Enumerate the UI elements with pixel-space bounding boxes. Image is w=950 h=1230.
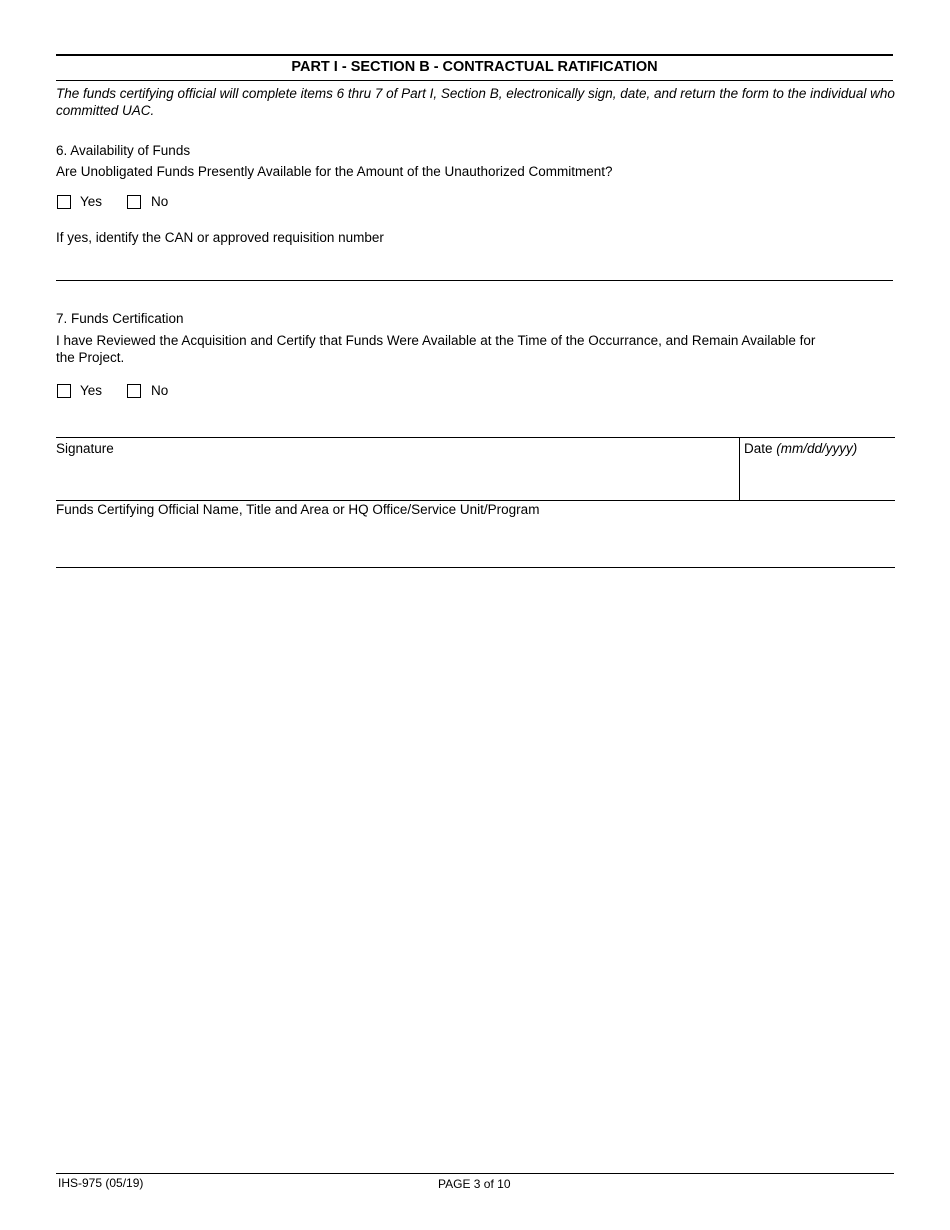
- official-bottom-rule: [56, 567, 895, 568]
- item6-yes-label: Yes: [80, 194, 103, 209]
- official-input[interactable]: [56, 523, 897, 565]
- date-label-main: Date: [744, 441, 777, 456]
- item6-no-label: No: [151, 194, 169, 209]
- item7-yes-checkbox[interactable]: [57, 384, 71, 398]
- item7-heading: 7. Funds Certification: [56, 311, 184, 326]
- item7-yes-label: Yes: [80, 383, 103, 398]
- section-top-rule: [56, 54, 893, 56]
- date-input[interactable]: [744, 462, 896, 498]
- date-label: [744, 440, 857, 457]
- item7-no-label: No: [151, 383, 169, 398]
- item6-heading: 6. Availability of Funds: [56, 143, 191, 158]
- item6-can-input[interactable]: [56, 254, 897, 280]
- official-label: Funds Certifying Official Name, Title and Area or HQ Office/Service Unit/Program: [56, 502, 540, 517]
- item7-question-line1: I have Reviewed the Acquisition and Certify that Funds Were Available at the Time of the Occurrance, and Remain Available for: [56, 333, 816, 348]
- date-label-format: (mm/dd/yyyy): [776, 441, 858, 456]
- item6-can-label: If yes, identify the CAN or approved requisition number: [56, 230, 384, 245]
- section-title-rule: [56, 80, 893, 81]
- footer-page-number: PAGE 3 of 10: [438, 1177, 511, 1191]
- item6-question: Are Unobligated Funds Presently Available for the Amount of the Unauthorized Commitment?: [56, 164, 613, 179]
- section-title: PART I - SECTION B - CONTRACTUAL RATIFICATION: [291, 59, 658, 75]
- signature-label: Signature: [56, 441, 114, 456]
- item6-no-checkbox[interactable]: [127, 195, 141, 209]
- signature-top-rule: [56, 437, 895, 438]
- footer-rule: [56, 1173, 894, 1174]
- section-instructions: The funds certifying official will complete items 6 thru 7 of Part I, Section B, electronically sign, date, and return the form to the individual who committed UAC.: [56, 86, 895, 118]
- signature-date-divider: [739, 437, 740, 500]
- item7-question-line2: the Project.: [56, 350, 125, 365]
- item6-yes-checkbox[interactable]: [57, 195, 71, 209]
- item7-no-checkbox[interactable]: [127, 384, 141, 398]
- item6-can-rule: [56, 280, 893, 281]
- footer-form-id: IHS-975 (05/19): [58, 1176, 144, 1190]
- signature-input[interactable]: [56, 462, 740, 498]
